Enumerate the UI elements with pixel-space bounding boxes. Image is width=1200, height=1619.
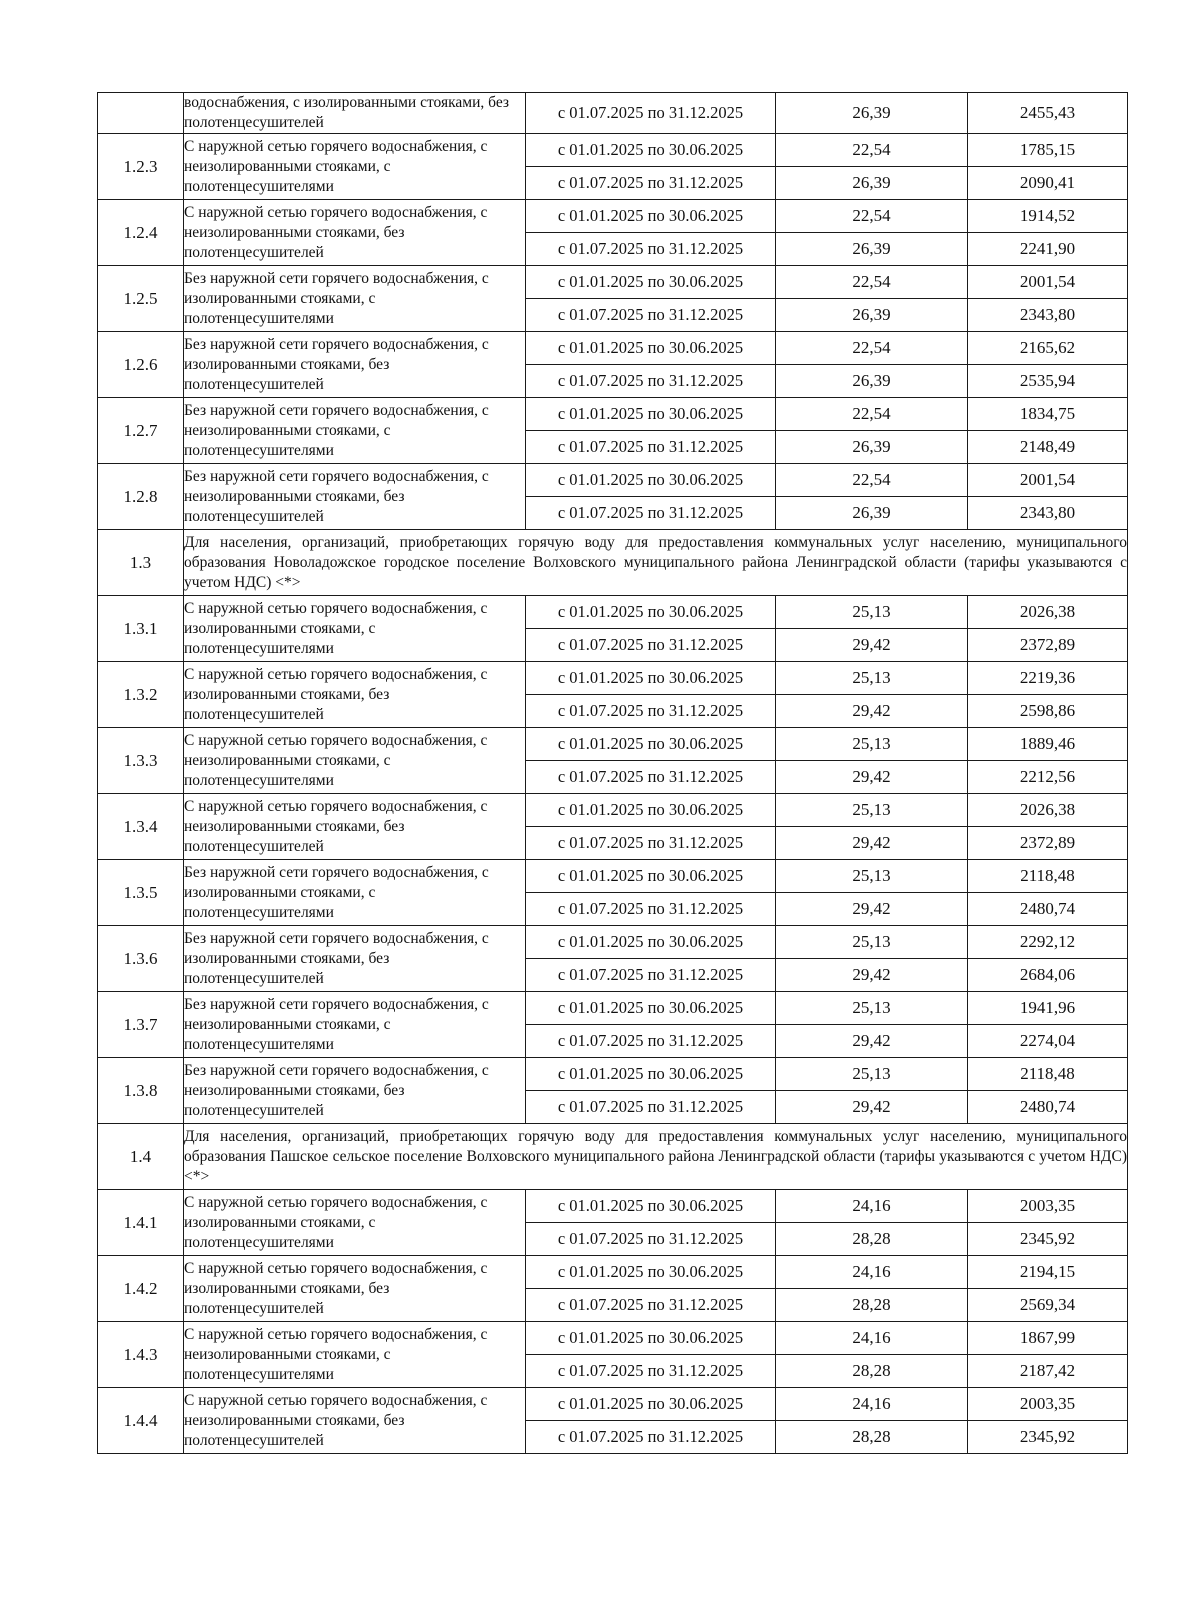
period-cell: с 01.07.2025 по 31.12.2025 bbox=[526, 167, 776, 200]
period-cell: с 01.01.2025 по 30.06.2025 bbox=[526, 860, 776, 893]
item-number: 1.4.3 bbox=[98, 1322, 184, 1388]
period-cell: с 01.01.2025 по 30.06.2025 bbox=[526, 464, 776, 497]
value-cell: 2187,42 bbox=[968, 1355, 1128, 1388]
rate-cell: 25,13 bbox=[776, 794, 968, 827]
period-cell: с 01.07.2025 по 31.12.2025 bbox=[526, 761, 776, 794]
rate-cell: 29,42 bbox=[776, 761, 968, 794]
item-number: 1.3.7 bbox=[98, 992, 184, 1058]
value-cell: 2372,89 bbox=[968, 629, 1128, 662]
period-cell: с 01.01.2025 по 30.06.2025 bbox=[526, 1322, 776, 1355]
item-number: 1.3.3 bbox=[98, 728, 184, 794]
value-cell: 2455,43 bbox=[968, 93, 1128, 134]
value-cell: 2274,04 bbox=[968, 1025, 1128, 1058]
rate-cell: 24,16 bbox=[776, 1388, 968, 1421]
value-cell: 2292,12 bbox=[968, 926, 1128, 959]
period-cell: с 01.07.2025 по 31.12.2025 bbox=[526, 1091, 776, 1124]
rate-cell: 28,28 bbox=[776, 1223, 968, 1256]
item-description: Без наружной сети горячего водоснабжения, с изолированными стояками, без полотенцесушителей bbox=[184, 926, 526, 992]
rate-cell: 29,42 bbox=[776, 893, 968, 926]
value-cell: 2194,15 bbox=[968, 1256, 1128, 1289]
value-cell: 2345,92 bbox=[968, 1421, 1128, 1454]
item-number: 1.2.5 bbox=[98, 266, 184, 332]
rate-cell: 26,39 bbox=[776, 365, 968, 398]
tariff-table bbox=[97, 92, 1128, 1454]
item-description: водоснабжения, с изолированными стояками, без полотенцесушителей bbox=[184, 93, 526, 134]
table-row bbox=[98, 398, 1128, 431]
item-description: С наружной сетью горячего водоснабжения, с неизолированными стояками, без полотенцесушителей bbox=[184, 794, 526, 860]
period-cell: с 01.07.2025 по 31.12.2025 bbox=[526, 695, 776, 728]
value-cell: 2241,90 bbox=[968, 233, 1128, 266]
value-cell: 1834,75 bbox=[968, 398, 1128, 431]
rate-cell: 26,39 bbox=[776, 299, 968, 332]
rate-cell: 29,42 bbox=[776, 827, 968, 860]
item-description: Без наружной сети горячего водоснабжения, с изолированными стояками, с полотенцесушителями bbox=[184, 860, 526, 926]
value-cell: 2026,38 bbox=[968, 596, 1128, 629]
item-number: 1.2.3 bbox=[98, 134, 184, 200]
value-cell: 2165,62 bbox=[968, 332, 1128, 365]
table-row bbox=[98, 134, 1128, 167]
section-number: 1.3 bbox=[98, 530, 184, 596]
item-description: С наружной сетью горячего водоснабжения, с изолированными стояками, с полотенцесушителями bbox=[184, 596, 526, 662]
period-cell: с 01.01.2025 по 30.06.2025 bbox=[526, 992, 776, 1025]
period-cell: с 01.01.2025 по 30.06.2025 bbox=[526, 1190, 776, 1223]
rate-cell: 28,28 bbox=[776, 1355, 968, 1388]
rate-cell: 22,54 bbox=[776, 266, 968, 299]
item-number: 1.3.2 bbox=[98, 662, 184, 728]
rate-cell: 24,16 bbox=[776, 1322, 968, 1355]
rate-cell: 22,54 bbox=[776, 134, 968, 167]
item-number: 1.2.6 bbox=[98, 332, 184, 398]
period-cell: с 01.01.2025 по 30.06.2025 bbox=[526, 332, 776, 365]
item-number: 1.4.2 bbox=[98, 1256, 184, 1322]
value-cell: 2569,34 bbox=[968, 1289, 1128, 1322]
value-cell: 2684,06 bbox=[968, 959, 1128, 992]
table-row bbox=[98, 926, 1128, 959]
rate-cell: 25,13 bbox=[776, 860, 968, 893]
value-cell: 2480,74 bbox=[968, 893, 1128, 926]
rate-cell: 25,13 bbox=[776, 1058, 968, 1091]
rate-cell: 26,39 bbox=[776, 233, 968, 266]
section-row bbox=[98, 530, 1128, 596]
tariff-table-body bbox=[98, 93, 1128, 1454]
period-cell: с 01.07.2025 по 31.12.2025 bbox=[526, 233, 776, 266]
rate-cell: 26,39 bbox=[776, 167, 968, 200]
period-cell: с 01.01.2025 по 30.06.2025 bbox=[526, 134, 776, 167]
period-cell: с 01.01.2025 по 30.06.2025 bbox=[526, 1058, 776, 1091]
item-number-cell bbox=[98, 93, 184, 134]
rate-cell: 25,13 bbox=[776, 926, 968, 959]
period-cell: с 01.07.2025 по 31.12.2025 bbox=[526, 959, 776, 992]
period-cell: с 01.07.2025 по 31.12.2025 bbox=[526, 629, 776, 662]
period-cell: с 01.07.2025 по 31.12.2025 bbox=[526, 1289, 776, 1322]
rate-cell: 29,42 bbox=[776, 629, 968, 662]
rate-cell: 29,42 bbox=[776, 695, 968, 728]
rate-cell: 29,42 bbox=[776, 1091, 968, 1124]
period-cell: с 01.01.2025 по 30.06.2025 bbox=[526, 1256, 776, 1289]
item-description: С наружной сетью горячего водоснабжения, с неизолированными стояками, с полотенцесушителями bbox=[184, 134, 526, 200]
item-description: С наружной сетью горячего водоснабжения, с изолированными стояками, без полотенцесушителей bbox=[184, 1256, 526, 1322]
item-number: 1.3.4 bbox=[98, 794, 184, 860]
value-cell: 2598,86 bbox=[968, 695, 1128, 728]
table-row bbox=[98, 1256, 1128, 1289]
value-cell: 2118,48 bbox=[968, 860, 1128, 893]
value-cell: 2003,35 bbox=[968, 1388, 1128, 1421]
rate-cell: 29,42 bbox=[776, 959, 968, 992]
value-cell: 2118,48 bbox=[968, 1058, 1128, 1091]
period-cell: с 01.01.2025 по 30.06.2025 bbox=[526, 926, 776, 959]
period-cell: с 01.01.2025 по 30.06.2025 bbox=[526, 1388, 776, 1421]
rate-cell: 22,54 bbox=[776, 464, 968, 497]
value-cell: 2026,38 bbox=[968, 794, 1128, 827]
section-number: 1.4 bbox=[98, 1124, 184, 1190]
value-cell: 2219,36 bbox=[968, 662, 1128, 695]
item-description: С наружной сетью горячего водоснабжения, с неизолированными стояками, без полотенцесушителей bbox=[184, 200, 526, 266]
table-row bbox=[98, 93, 1128, 134]
item-description: С наружной сетью горячего водоснабжения, с неизолированными стояками, с полотенцесушителями bbox=[184, 728, 526, 794]
rate-cell: 25,13 bbox=[776, 728, 968, 761]
table-row bbox=[98, 464, 1128, 497]
item-number: 1.3.8 bbox=[98, 1058, 184, 1124]
item-number: 1.4.4 bbox=[98, 1388, 184, 1454]
value-cell: 1867,99 bbox=[968, 1322, 1128, 1355]
value-cell: 2001,54 bbox=[968, 464, 1128, 497]
value-cell: 1914,52 bbox=[968, 200, 1128, 233]
period-cell: с 01.01.2025 по 30.06.2025 bbox=[526, 662, 776, 695]
value-cell: 2345,92 bbox=[968, 1223, 1128, 1256]
value-cell: 1785,15 bbox=[968, 134, 1128, 167]
table-row bbox=[98, 266, 1128, 299]
rate-cell: 22,54 bbox=[776, 398, 968, 431]
table-row bbox=[98, 662, 1128, 695]
rate-cell: 22,54 bbox=[776, 200, 968, 233]
section-row bbox=[98, 1124, 1128, 1190]
value-cell: 2212,56 bbox=[968, 761, 1128, 794]
rate-cell: 28,28 bbox=[776, 1421, 968, 1454]
table-row bbox=[98, 860, 1128, 893]
section-heading: Для населения, организаций, приобретающих горячую воду для предоставления коммунальных услуг населению, муниципального образования Пашское сельское поселение Волховского муниципального района Ленинградской области (тарифы указываются с учетом НДС) <*> bbox=[184, 1124, 1128, 1190]
period-cell: с 01.07.2025 по 31.12.2025 bbox=[526, 893, 776, 926]
table-row bbox=[98, 1058, 1128, 1091]
period-cell: с 01.07.2025 по 31.12.2025 bbox=[526, 1355, 776, 1388]
table-row bbox=[98, 200, 1128, 233]
table-row bbox=[98, 992, 1128, 1025]
period-cell: с 01.01.2025 по 30.06.2025 bbox=[526, 728, 776, 761]
period-cell: с 01.01.2025 по 30.06.2025 bbox=[526, 266, 776, 299]
value-cell: 2343,80 bbox=[968, 299, 1128, 332]
value-cell: 2003,35 bbox=[968, 1190, 1128, 1223]
table-row bbox=[98, 728, 1128, 761]
period-cell: с 01.07.2025 по 31.12.2025 bbox=[526, 1025, 776, 1058]
value-cell: 2090,41 bbox=[968, 167, 1128, 200]
item-number: 1.3.6 bbox=[98, 926, 184, 992]
table-row bbox=[98, 1388, 1128, 1421]
item-description: Без наружной сети горячего водоснабжения, с изолированными стояками, без полотенцесушителей bbox=[184, 332, 526, 398]
period-cell: с 01.07.2025 по 31.12.2025 bbox=[526, 1223, 776, 1256]
rate-cell: 24,16 bbox=[776, 1190, 968, 1223]
item-description: С наружной сетью горячего водоснабжения, с неизолированными стояками, с полотенцесушителями bbox=[184, 1322, 526, 1388]
table-row bbox=[98, 332, 1128, 365]
period-cell: с 01.07.2025 по 31.12.2025 bbox=[526, 827, 776, 860]
value-cell: 2343,80 bbox=[968, 497, 1128, 530]
rate-cell: 26,39 bbox=[776, 497, 968, 530]
item-description: С наружной сетью горячего водоснабжения, с неизолированными стояками, без полотенцесушителей bbox=[184, 1388, 526, 1454]
rate-cell: 25,13 bbox=[776, 992, 968, 1025]
value-cell: 2480,74 bbox=[968, 1091, 1128, 1124]
table-row bbox=[98, 596, 1128, 629]
rate-cell: 25,13 bbox=[776, 596, 968, 629]
value-cell: 2001,54 bbox=[968, 266, 1128, 299]
rate-cell: 25,13 bbox=[776, 662, 968, 695]
item-number: 1.3.1 bbox=[98, 596, 184, 662]
item-description: С наружной сетью горячего водоснабжения, с изолированными стояками, без полотенцесушителей bbox=[184, 662, 526, 728]
item-number: 1.4.1 bbox=[98, 1190, 184, 1256]
rate-cell: 22,54 bbox=[776, 332, 968, 365]
period-cell: с 01.07.2025 по 31.12.2025 bbox=[526, 497, 776, 530]
value-cell: 2535,94 bbox=[968, 365, 1128, 398]
item-description: Без наружной сети горячего водоснабжения, с неизолированными стояками, с полотенцесушителями bbox=[184, 992, 526, 1058]
item-description: Без наружной сети горячего водоснабжения, с неизолированными стояками, с полотенцесушителями bbox=[184, 398, 526, 464]
period-cell: с 01.07.2025 по 31.12.2025 bbox=[526, 365, 776, 398]
item-number: 1.3.5 bbox=[98, 860, 184, 926]
period-cell: с 01.01.2025 по 30.06.2025 bbox=[526, 596, 776, 629]
value-cell: 1889,46 bbox=[968, 728, 1128, 761]
period-cell: с 01.07.2025 по 31.12.2025 bbox=[526, 431, 776, 464]
rate-cell: 26,39 bbox=[776, 431, 968, 464]
value-cell: 2372,89 bbox=[968, 827, 1128, 860]
rate-cell: 24,16 bbox=[776, 1256, 968, 1289]
period-cell: с 01.07.2025 по 31.12.2025 bbox=[526, 299, 776, 332]
item-number: 1.2.4 bbox=[98, 200, 184, 266]
period-cell: с 01.07.2025 по 31.12.2025 bbox=[526, 1421, 776, 1454]
value-cell: 1941,96 bbox=[968, 992, 1128, 1025]
rate-cell: 26,39 bbox=[776, 93, 968, 134]
item-number: 1.2.7 bbox=[98, 398, 184, 464]
period-cell: с 01.07.2025 по 31.12.2025 bbox=[526, 93, 776, 134]
rate-cell: 28,28 bbox=[776, 1289, 968, 1322]
item-description: Без наружной сети горячего водоснабжения, с изолированными стояками, с полотенцесушителями bbox=[184, 266, 526, 332]
item-number: 1.2.8 bbox=[98, 464, 184, 530]
period-cell: с 01.01.2025 по 30.06.2025 bbox=[526, 200, 776, 233]
value-cell: 2148,49 bbox=[968, 431, 1128, 464]
item-description: Без наружной сети горячего водоснабжения, с неизолированными стояками, без полотенцесушителей bbox=[184, 1058, 526, 1124]
period-cell: с 01.01.2025 по 30.06.2025 bbox=[526, 398, 776, 431]
item-description: С наружной сетью горячего водоснабжения, с изолированными стояками, с полотенцесушителями bbox=[184, 1190, 526, 1256]
table-row bbox=[98, 1190, 1128, 1223]
rate-cell: 29,42 bbox=[776, 1025, 968, 1058]
item-description: Без наружной сети горячего водоснабжения, с неизолированными стояками, без полотенцесушителей bbox=[184, 464, 526, 530]
table-row bbox=[98, 1322, 1128, 1355]
period-cell: с 01.01.2025 по 30.06.2025 bbox=[526, 794, 776, 827]
section-heading: Для населения, организаций, приобретающих горячую воду для предоставления коммунальных услуг населению, муниципального образования Новоладожское городское поселение Волховского муниципального района Ленинградской области (тарифы указываются с учетом НДС) <*> bbox=[184, 530, 1128, 596]
table-row bbox=[98, 794, 1128, 827]
